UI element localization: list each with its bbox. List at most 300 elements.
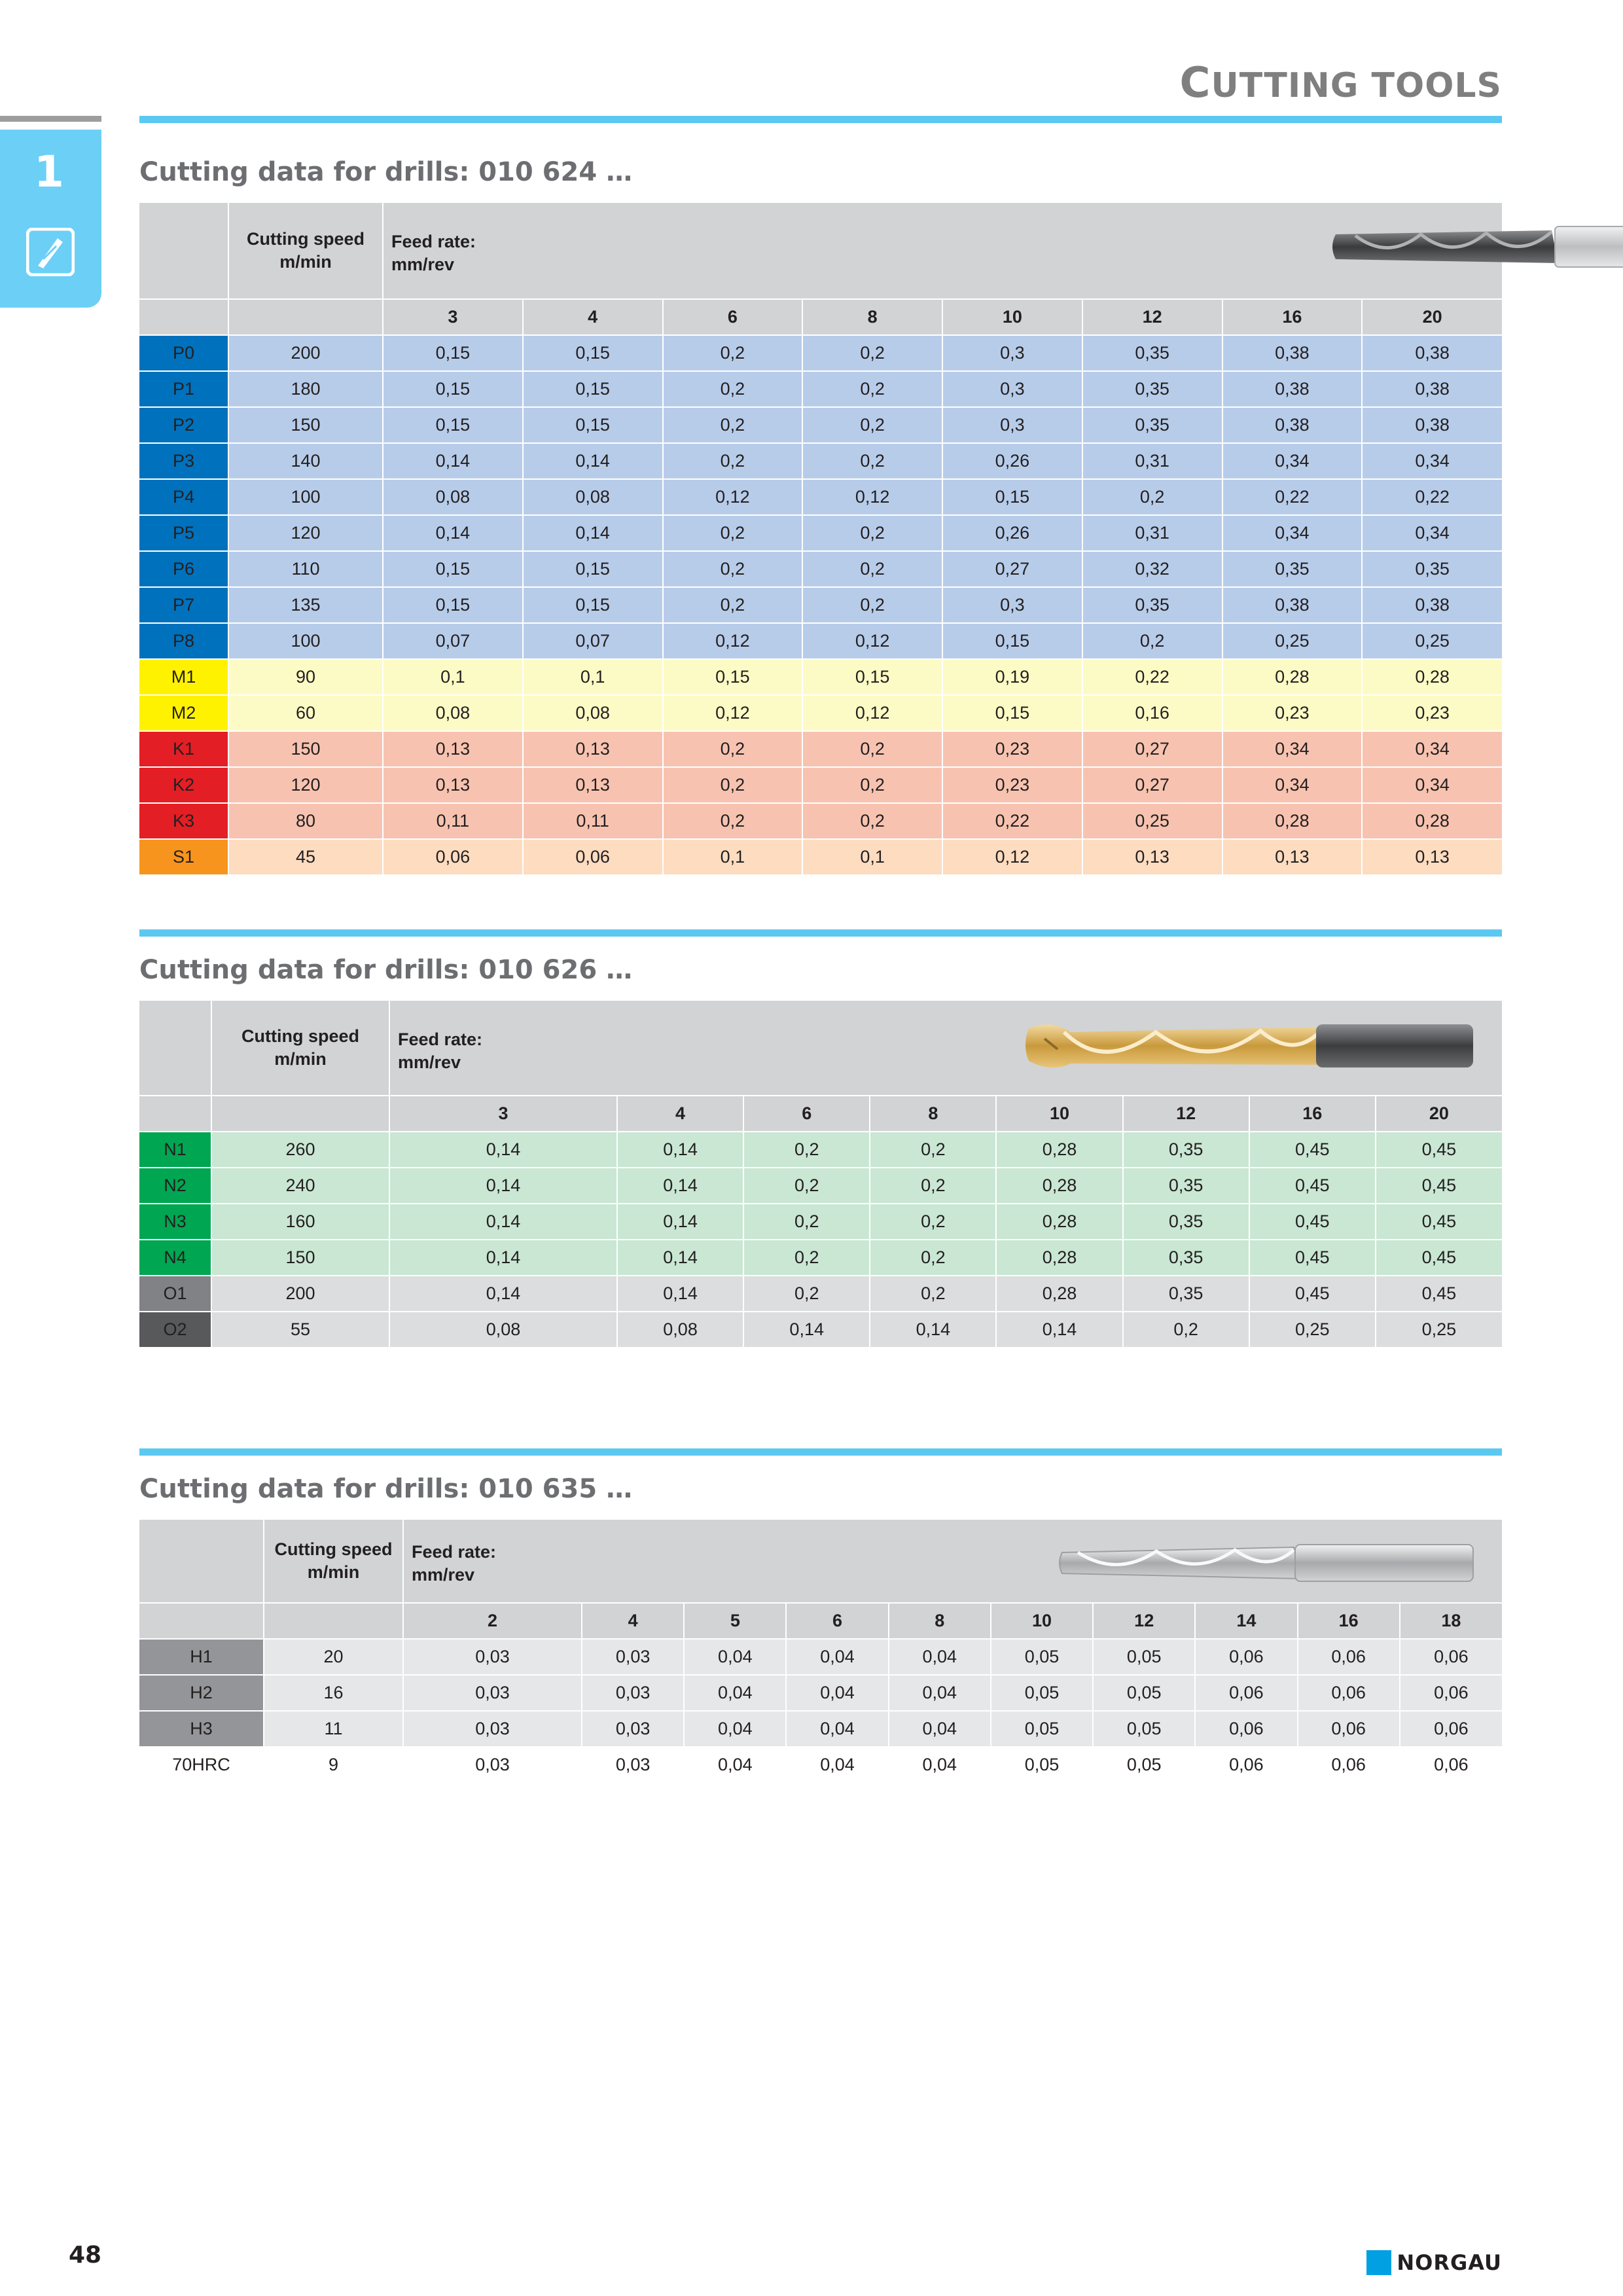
feed-rate-value: 0,06 xyxy=(523,839,663,875)
feed-rate-value: 0,2 xyxy=(802,803,942,839)
cutting-speed-value: 240 xyxy=(211,1168,389,1204)
feed-rate-value: 0,13 xyxy=(523,731,663,767)
feed-rate-value: 0,35 xyxy=(1123,1204,1249,1240)
feed-rate-value: 0,14 xyxy=(870,1312,996,1348)
material-code: P6 xyxy=(139,551,228,587)
diameter-header: 10 xyxy=(942,299,1082,335)
table-row xyxy=(139,623,1502,659)
feed-rate-value: 0,04 xyxy=(786,1747,888,1783)
feed-rate-value: 0,05 xyxy=(1093,1675,1195,1711)
diameter-header: 3 xyxy=(383,299,523,335)
feed-rate-value: 0,06 xyxy=(1195,1711,1297,1747)
feed-rate-value: 0,26 xyxy=(942,515,1082,551)
feed-rate-value: 0,2 xyxy=(663,515,803,551)
feed-rate-value: 0,15 xyxy=(523,407,663,443)
feed-rate-value: 0,15 xyxy=(383,587,523,623)
feed-rate-value: 0,23 xyxy=(942,767,1082,803)
feed-rate-value: 0,15 xyxy=(523,551,663,587)
table-body xyxy=(139,1132,1502,1348)
material-code: 70HRC xyxy=(139,1747,264,1783)
cutting-speed-value: 200 xyxy=(211,1276,389,1312)
feed-rate-value: 0,2 xyxy=(663,551,803,587)
feed-rate-value: 0,06 xyxy=(1298,1639,1400,1675)
feed-rate-value: 0,07 xyxy=(523,623,663,659)
feed-rate-value: 0,15 xyxy=(523,371,663,407)
feed-rate-value: 0,05 xyxy=(991,1711,1093,1747)
cutting-speed-value: 100 xyxy=(228,479,383,515)
feed-rate-value: 0,15 xyxy=(523,587,663,623)
feed-rate-value: 0,05 xyxy=(1093,1639,1195,1675)
diameter-header: 6 xyxy=(743,1096,870,1132)
feed-rate-value: 0,2 xyxy=(870,1204,996,1240)
section-010-626 xyxy=(139,929,1502,1348)
diameter-header: 14 xyxy=(1195,1603,1297,1639)
table-row xyxy=(139,695,1502,731)
feed-rate-value: 0,06 xyxy=(383,839,523,875)
feed-rate-value: 0,38 xyxy=(1362,371,1502,407)
section-title: Cutting data for drills: 010 626 … xyxy=(139,955,633,985)
feed-rate-value: 0,23 xyxy=(942,731,1082,767)
feed-rate-value: 0,45 xyxy=(1376,1204,1502,1240)
header-corner xyxy=(139,1001,211,1096)
feed-rate-value: 0,08 xyxy=(383,695,523,731)
cutting-data-table xyxy=(139,203,1502,876)
feed-rate-value: 0,15 xyxy=(383,551,523,587)
chapter-tab xyxy=(0,130,101,308)
material-code: O1 xyxy=(139,1276,211,1312)
feed-rate-header: Feed rate: mm/rev xyxy=(403,1520,1502,1603)
feed-rate-value: 0,06 xyxy=(1298,1675,1400,1711)
feed-rate-value: 0,35 xyxy=(1123,1240,1249,1276)
material-code: P1 xyxy=(139,371,228,407)
feed-rate-value: 0,14 xyxy=(617,1132,743,1168)
table-row xyxy=(139,1276,1502,1312)
feed-rate-value: 0,14 xyxy=(389,1204,617,1240)
feed-rate-value: 0,2 xyxy=(743,1240,870,1276)
feed-rate-value: 0,2 xyxy=(743,1204,870,1240)
feed-rate-value: 0,28 xyxy=(1222,803,1363,839)
feed-rate-value: 0,2 xyxy=(802,335,942,371)
table-row xyxy=(139,731,1502,767)
feed-rate-value: 0,14 xyxy=(389,1276,617,1312)
feed-rate-value: 0,28 xyxy=(1362,659,1502,695)
feed-rate-value: 0,12 xyxy=(663,695,803,731)
feed-rate-value: 0,45 xyxy=(1376,1168,1502,1204)
feed-rate-value: 0,04 xyxy=(786,1675,888,1711)
diameter-header: 4 xyxy=(523,299,663,335)
material-code: P0 xyxy=(139,335,228,371)
feed-rate-value: 0,34 xyxy=(1222,443,1363,479)
table-row xyxy=(139,839,1502,875)
header-corner xyxy=(139,203,228,299)
material-code: N3 xyxy=(139,1204,211,1240)
cutting-speed-value: 120 xyxy=(228,515,383,551)
feed-rate-value: 0,05 xyxy=(991,1747,1093,1783)
feed-rate-value: 0,1 xyxy=(523,659,663,695)
feed-rate-value: 0,2 xyxy=(1123,1312,1249,1348)
feed-rate-value: 0,19 xyxy=(942,659,1082,695)
feed-rate-value: 0,14 xyxy=(996,1312,1122,1348)
cutting-speed-value: 180 xyxy=(228,371,383,407)
material-code: P5 xyxy=(139,515,228,551)
diameter-header: 20 xyxy=(1362,299,1502,335)
cutting-speed-value: 200 xyxy=(228,335,383,371)
feed-rate-value: 0,34 xyxy=(1362,731,1502,767)
table-row xyxy=(139,371,1502,407)
cutting-speed-header: Cutting speed m/min xyxy=(264,1520,403,1603)
diameter-header: 3 xyxy=(389,1096,617,1132)
table-row xyxy=(139,767,1502,803)
feed-rate-value: 0,28 xyxy=(996,1132,1122,1168)
feed-rate-value: 0,2 xyxy=(663,767,803,803)
diameter-header: 12 xyxy=(1123,1096,1249,1132)
feed-rate-value: 0,34 xyxy=(1362,443,1502,479)
feed-rate-value: 0,04 xyxy=(684,1675,786,1711)
feed-rate-value: 0,25 xyxy=(1249,1312,1376,1348)
feed-rate-value: 0,2 xyxy=(1082,623,1222,659)
feed-rate-value: 0,2 xyxy=(663,803,803,839)
table-row xyxy=(139,587,1502,623)
feed-rate-value: 0,1 xyxy=(383,659,523,695)
section-title: Cutting data for drills: 010 635 … xyxy=(139,1474,633,1504)
feed-rate-value: 0,35 xyxy=(1362,551,1502,587)
feed-rate-value: 0,2 xyxy=(1082,479,1222,515)
diameter-header-row xyxy=(139,1096,1502,1132)
feed-rate-value: 0,14 xyxy=(389,1132,617,1168)
feed-rate-value: 0,35 xyxy=(1123,1276,1249,1312)
feed-rate-value: 0,27 xyxy=(1082,731,1222,767)
table-row xyxy=(139,803,1502,839)
feed-rate-value: 0,13 xyxy=(523,767,663,803)
feed-rate-value: 0,03 xyxy=(582,1747,684,1783)
feed-rate-value: 0,23 xyxy=(1222,695,1363,731)
feed-rate-value: 0,2 xyxy=(802,587,942,623)
feed-rate-value: 0,15 xyxy=(942,623,1082,659)
diameter-header: 16 xyxy=(1298,1603,1400,1639)
diameter-header-row xyxy=(139,299,1502,335)
feed-rate-header: Feed rate: mm/rev xyxy=(383,203,1502,299)
feed-rate-value: 0,28 xyxy=(996,1168,1122,1204)
feed-rate-value: 0,14 xyxy=(383,443,523,479)
cutting-speed-value: 55 xyxy=(211,1312,389,1348)
feed-rate-value: 0,06 xyxy=(1400,1711,1502,1747)
feed-rate-value: 0,25 xyxy=(1082,803,1222,839)
feed-rate-value: 0,03 xyxy=(403,1639,582,1675)
cutting-speed-value: 140 xyxy=(228,443,383,479)
feed-rate-value: 0,3 xyxy=(942,335,1082,371)
feed-rate-value: 0,28 xyxy=(996,1276,1122,1312)
feed-rate-value: 0,12 xyxy=(942,839,1082,875)
feed-rate-value: 0,45 xyxy=(1249,1132,1376,1168)
diameter-header: 10 xyxy=(996,1096,1122,1132)
feed-rate-value: 0,15 xyxy=(383,371,523,407)
cutting-speed-value: 20 xyxy=(264,1639,403,1675)
feed-rate-value: 0,27 xyxy=(1082,767,1222,803)
feed-rate-value: 0,25 xyxy=(1362,623,1502,659)
feed-rate-value: 0,35 xyxy=(1123,1168,1249,1204)
feed-rate-value: 0,13 xyxy=(1082,839,1222,875)
material-code: H3 xyxy=(139,1711,264,1747)
cutting-data-table xyxy=(139,1001,1502,1348)
feed-rate-value: 0,34 xyxy=(1222,515,1363,551)
feed-rate-value: 0,03 xyxy=(403,1675,582,1711)
feed-rate-value: 0,22 xyxy=(1222,479,1363,515)
feed-rate-value: 0,11 xyxy=(523,803,663,839)
cutting-speed-value: 135 xyxy=(228,587,383,623)
feed-rate-value: 0,06 xyxy=(1195,1639,1297,1675)
material-code: M1 xyxy=(139,659,228,695)
feed-rate-value: 0,14 xyxy=(389,1168,617,1204)
feed-rate-value: 0,15 xyxy=(802,659,942,695)
feed-rate-value: 0,04 xyxy=(889,1711,991,1747)
feed-rate-value: 0,22 xyxy=(1362,479,1502,515)
feed-rate-value: 0,25 xyxy=(1222,623,1363,659)
feed-rate-value: 0,12 xyxy=(663,623,803,659)
cutting-data-table xyxy=(139,1520,1502,1784)
brand-name: NORGAU xyxy=(1397,2250,1502,2275)
feed-rate-value: 0,3 xyxy=(942,371,1082,407)
feed-rate-value: 0,45 xyxy=(1249,1276,1376,1312)
diameter-header-row xyxy=(139,1603,1502,1639)
cutting-speed-value: 150 xyxy=(228,407,383,443)
feed-rate-value: 0,06 xyxy=(1298,1711,1400,1747)
table-row xyxy=(139,659,1502,695)
feed-rate-value: 0,22 xyxy=(942,803,1082,839)
cutting-speed-value: 150 xyxy=(228,731,383,767)
feed-rate-value: 0,35 xyxy=(1082,407,1222,443)
feed-rate-value: 0,14 xyxy=(383,515,523,551)
feed-rate-value: 0,2 xyxy=(870,1132,996,1168)
feed-rate-value: 0,06 xyxy=(1400,1639,1502,1675)
material-code: N4 xyxy=(139,1240,211,1276)
chapter-number: 1 xyxy=(34,147,64,197)
feed-rate-value: 0,15 xyxy=(383,335,523,371)
cutting-speed-value: 11 xyxy=(264,1711,403,1747)
feed-rate-value: 0,28 xyxy=(996,1204,1122,1240)
material-code: N2 xyxy=(139,1168,211,1204)
table-row xyxy=(139,1711,1502,1747)
feed-rate-value: 0,08 xyxy=(617,1312,743,1348)
feed-rate-value: 0,15 xyxy=(942,695,1082,731)
table-row xyxy=(139,1639,1502,1675)
brand-square-icon xyxy=(1366,2250,1391,2275)
cutting-speed-value: 110 xyxy=(228,551,383,587)
diameter-header: 12 xyxy=(1093,1603,1195,1639)
cutting-speed-value: 120 xyxy=(228,767,383,803)
feed-rate-value: 0,45 xyxy=(1376,1240,1502,1276)
feed-rate-value: 0,34 xyxy=(1222,767,1363,803)
feed-rate-value: 0,31 xyxy=(1082,443,1222,479)
section-rule xyxy=(139,929,1502,937)
feed-rate-value: 0,11 xyxy=(383,803,523,839)
feed-rate-value: 0,15 xyxy=(383,407,523,443)
cutting-speed-value: 45 xyxy=(228,839,383,875)
diameter-header: 18 xyxy=(1400,1603,1502,1639)
feed-rate-value: 0,13 xyxy=(383,731,523,767)
feed-rate-value: 0,38 xyxy=(1362,407,1502,443)
feed-rate-value: 0,3 xyxy=(942,587,1082,623)
material-code: O2 xyxy=(139,1312,211,1348)
feed-rate-value: 0,13 xyxy=(1222,839,1363,875)
feed-rate-value: 0,2 xyxy=(663,407,803,443)
diameter-header: 8 xyxy=(889,1603,991,1639)
feed-rate-value: 0,03 xyxy=(582,1711,684,1747)
table-row xyxy=(139,1675,1502,1711)
feed-rate-value: 0,38 xyxy=(1222,587,1363,623)
feed-rate-value: 0,34 xyxy=(1362,767,1502,803)
diameter-header: 6 xyxy=(663,299,803,335)
feed-rate-value: 0,04 xyxy=(684,1747,786,1783)
feed-rate-value: 0,23 xyxy=(1362,695,1502,731)
material-code: H2 xyxy=(139,1675,264,1711)
feed-rate-value: 0,38 xyxy=(1362,335,1502,371)
feed-rate-value: 0,31 xyxy=(1082,515,1222,551)
feed-rate-value: 0,2 xyxy=(802,767,942,803)
feed-rate-value: 0,26 xyxy=(942,443,1082,479)
feed-rate-value: 0,14 xyxy=(617,1276,743,1312)
feed-rate-value: 0,2 xyxy=(802,371,942,407)
material-code: P7 xyxy=(139,587,228,623)
drill-icon xyxy=(26,228,75,276)
feed-rate-value: 0,15 xyxy=(523,335,663,371)
diameter-header: 4 xyxy=(617,1096,743,1132)
feed-rate-value: 0,12 xyxy=(802,623,942,659)
feed-rate-value: 0,2 xyxy=(743,1168,870,1204)
feed-rate-value: 0,34 xyxy=(1362,515,1502,551)
feed-rate-value: 0,1 xyxy=(802,839,942,875)
feed-rate-value: 0,05 xyxy=(1093,1711,1195,1747)
feed-rate-value: 0,45 xyxy=(1249,1204,1376,1240)
feed-rate-value: 0,28 xyxy=(1222,659,1363,695)
feed-rate-value: 0,15 xyxy=(942,479,1082,515)
feed-rate-value: 0,2 xyxy=(663,587,803,623)
feed-rate-value: 0,04 xyxy=(786,1639,888,1675)
material-code: P4 xyxy=(139,479,228,515)
section-010-624 xyxy=(139,139,1502,876)
feed-rate-value: 0,1 xyxy=(663,839,803,875)
feed-rate-value: 0,04 xyxy=(684,1711,786,1747)
feed-rate-value: 0,2 xyxy=(802,551,942,587)
feed-rate-value: 0,45 xyxy=(1249,1168,1376,1204)
feed-rate-value: 0,2 xyxy=(663,443,803,479)
feed-rate-value: 0,12 xyxy=(802,479,942,515)
feed-rate-value: 0,14 xyxy=(523,515,663,551)
feed-rate-value: 0,14 xyxy=(617,1204,743,1240)
diameter-header: 8 xyxy=(870,1096,996,1132)
feed-rate-value: 0,03 xyxy=(403,1711,582,1747)
diameter-header: 8 xyxy=(802,299,942,335)
diameter-header: 5 xyxy=(684,1603,786,1639)
feed-rate-value: 0,04 xyxy=(786,1711,888,1747)
cutting-speed-value: 160 xyxy=(211,1204,389,1240)
material-code: P2 xyxy=(139,407,228,443)
feed-rate-value: 0,2 xyxy=(663,731,803,767)
cutting-speed-value: 90 xyxy=(228,659,383,695)
feed-rate-value: 0,28 xyxy=(1362,803,1502,839)
material-code: M2 xyxy=(139,695,228,731)
section-rule xyxy=(139,1448,1502,1456)
table-row xyxy=(139,335,1502,371)
feed-rate-value: 0,22 xyxy=(1082,659,1222,695)
drill-image xyxy=(1329,221,1623,272)
feed-rate-value: 0,16 xyxy=(1082,695,1222,731)
feed-rate-value: 0,38 xyxy=(1362,587,1502,623)
feed-rate-value: 0,38 xyxy=(1222,371,1363,407)
material-code: K3 xyxy=(139,803,228,839)
table-row xyxy=(139,1204,1502,1240)
feed-rate-value: 0,08 xyxy=(389,1312,617,1348)
feed-rate-value: 0,04 xyxy=(889,1639,991,1675)
feed-rate-value: 0,2 xyxy=(663,335,803,371)
cutting-speed-value: 16 xyxy=(264,1675,403,1711)
feed-rate-value: 0,35 xyxy=(1123,1132,1249,1168)
cutting-speed-header: Cutting speed m/min xyxy=(228,203,383,299)
feed-rate-value: 0,45 xyxy=(1249,1240,1376,1276)
material-code: H1 xyxy=(139,1639,264,1675)
feed-rate-value: 0,07 xyxy=(383,623,523,659)
feed-rate-value: 0,14 xyxy=(617,1240,743,1276)
cutting-speed-value: 150 xyxy=(211,1240,389,1276)
header-corner xyxy=(139,1520,264,1603)
material-code: K2 xyxy=(139,767,228,803)
header-rule xyxy=(139,116,1502,123)
feed-rate-value: 0,2 xyxy=(743,1276,870,1312)
material-code: N1 xyxy=(139,1132,211,1168)
feed-rate-value: 0,34 xyxy=(1222,731,1363,767)
feed-rate-value: 0,2 xyxy=(802,407,942,443)
feed-rate-value: 0,04 xyxy=(889,1675,991,1711)
feed-rate-value: 0,2 xyxy=(802,515,942,551)
feed-rate-value: 0,14 xyxy=(617,1168,743,1204)
table-row xyxy=(139,551,1502,587)
material-code: P3 xyxy=(139,443,228,479)
drill-image xyxy=(1058,1541,1477,1584)
feed-rate-value: 0,3 xyxy=(942,407,1082,443)
cutting-speed-header: Cutting speed m/min xyxy=(211,1001,389,1096)
diameter-header: 16 xyxy=(1222,299,1363,335)
table-row xyxy=(139,1168,1502,1204)
diameter-header: 6 xyxy=(786,1603,888,1639)
feed-rate-value: 0,27 xyxy=(942,551,1082,587)
material-code: S1 xyxy=(139,839,228,875)
brand-logo xyxy=(1366,2250,1502,2275)
diameter-header: 4 xyxy=(582,1603,684,1639)
table-body xyxy=(139,335,1502,875)
feed-rate-value: 0,2 xyxy=(870,1168,996,1204)
table-row xyxy=(139,479,1502,515)
feed-rate-value: 0,2 xyxy=(870,1276,996,1312)
feed-rate-value: 0,14 xyxy=(523,443,663,479)
feed-rate-value: 0,35 xyxy=(1082,335,1222,371)
feed-rate-value: 0,2 xyxy=(802,731,942,767)
feed-rate-value: 0,08 xyxy=(383,479,523,515)
feed-rate-value: 0,03 xyxy=(582,1675,684,1711)
table-row xyxy=(139,443,1502,479)
feed-rate-value: 0,14 xyxy=(389,1240,617,1276)
cutting-speed-value: 80 xyxy=(228,803,383,839)
feed-rate-value: 0,13 xyxy=(383,767,523,803)
feed-rate-value: 0,08 xyxy=(523,695,663,731)
table-row xyxy=(139,515,1502,551)
feed-rate-value: 0,45 xyxy=(1376,1276,1502,1312)
feed-rate-value: 0,35 xyxy=(1082,371,1222,407)
feed-rate-value: 0,25 xyxy=(1376,1312,1502,1348)
table-row xyxy=(139,1747,1502,1783)
diameter-header: 20 xyxy=(1376,1096,1502,1132)
table-row xyxy=(139,407,1502,443)
feed-rate-value: 0,06 xyxy=(1400,1747,1502,1783)
feed-rate-value: 0,05 xyxy=(991,1639,1093,1675)
